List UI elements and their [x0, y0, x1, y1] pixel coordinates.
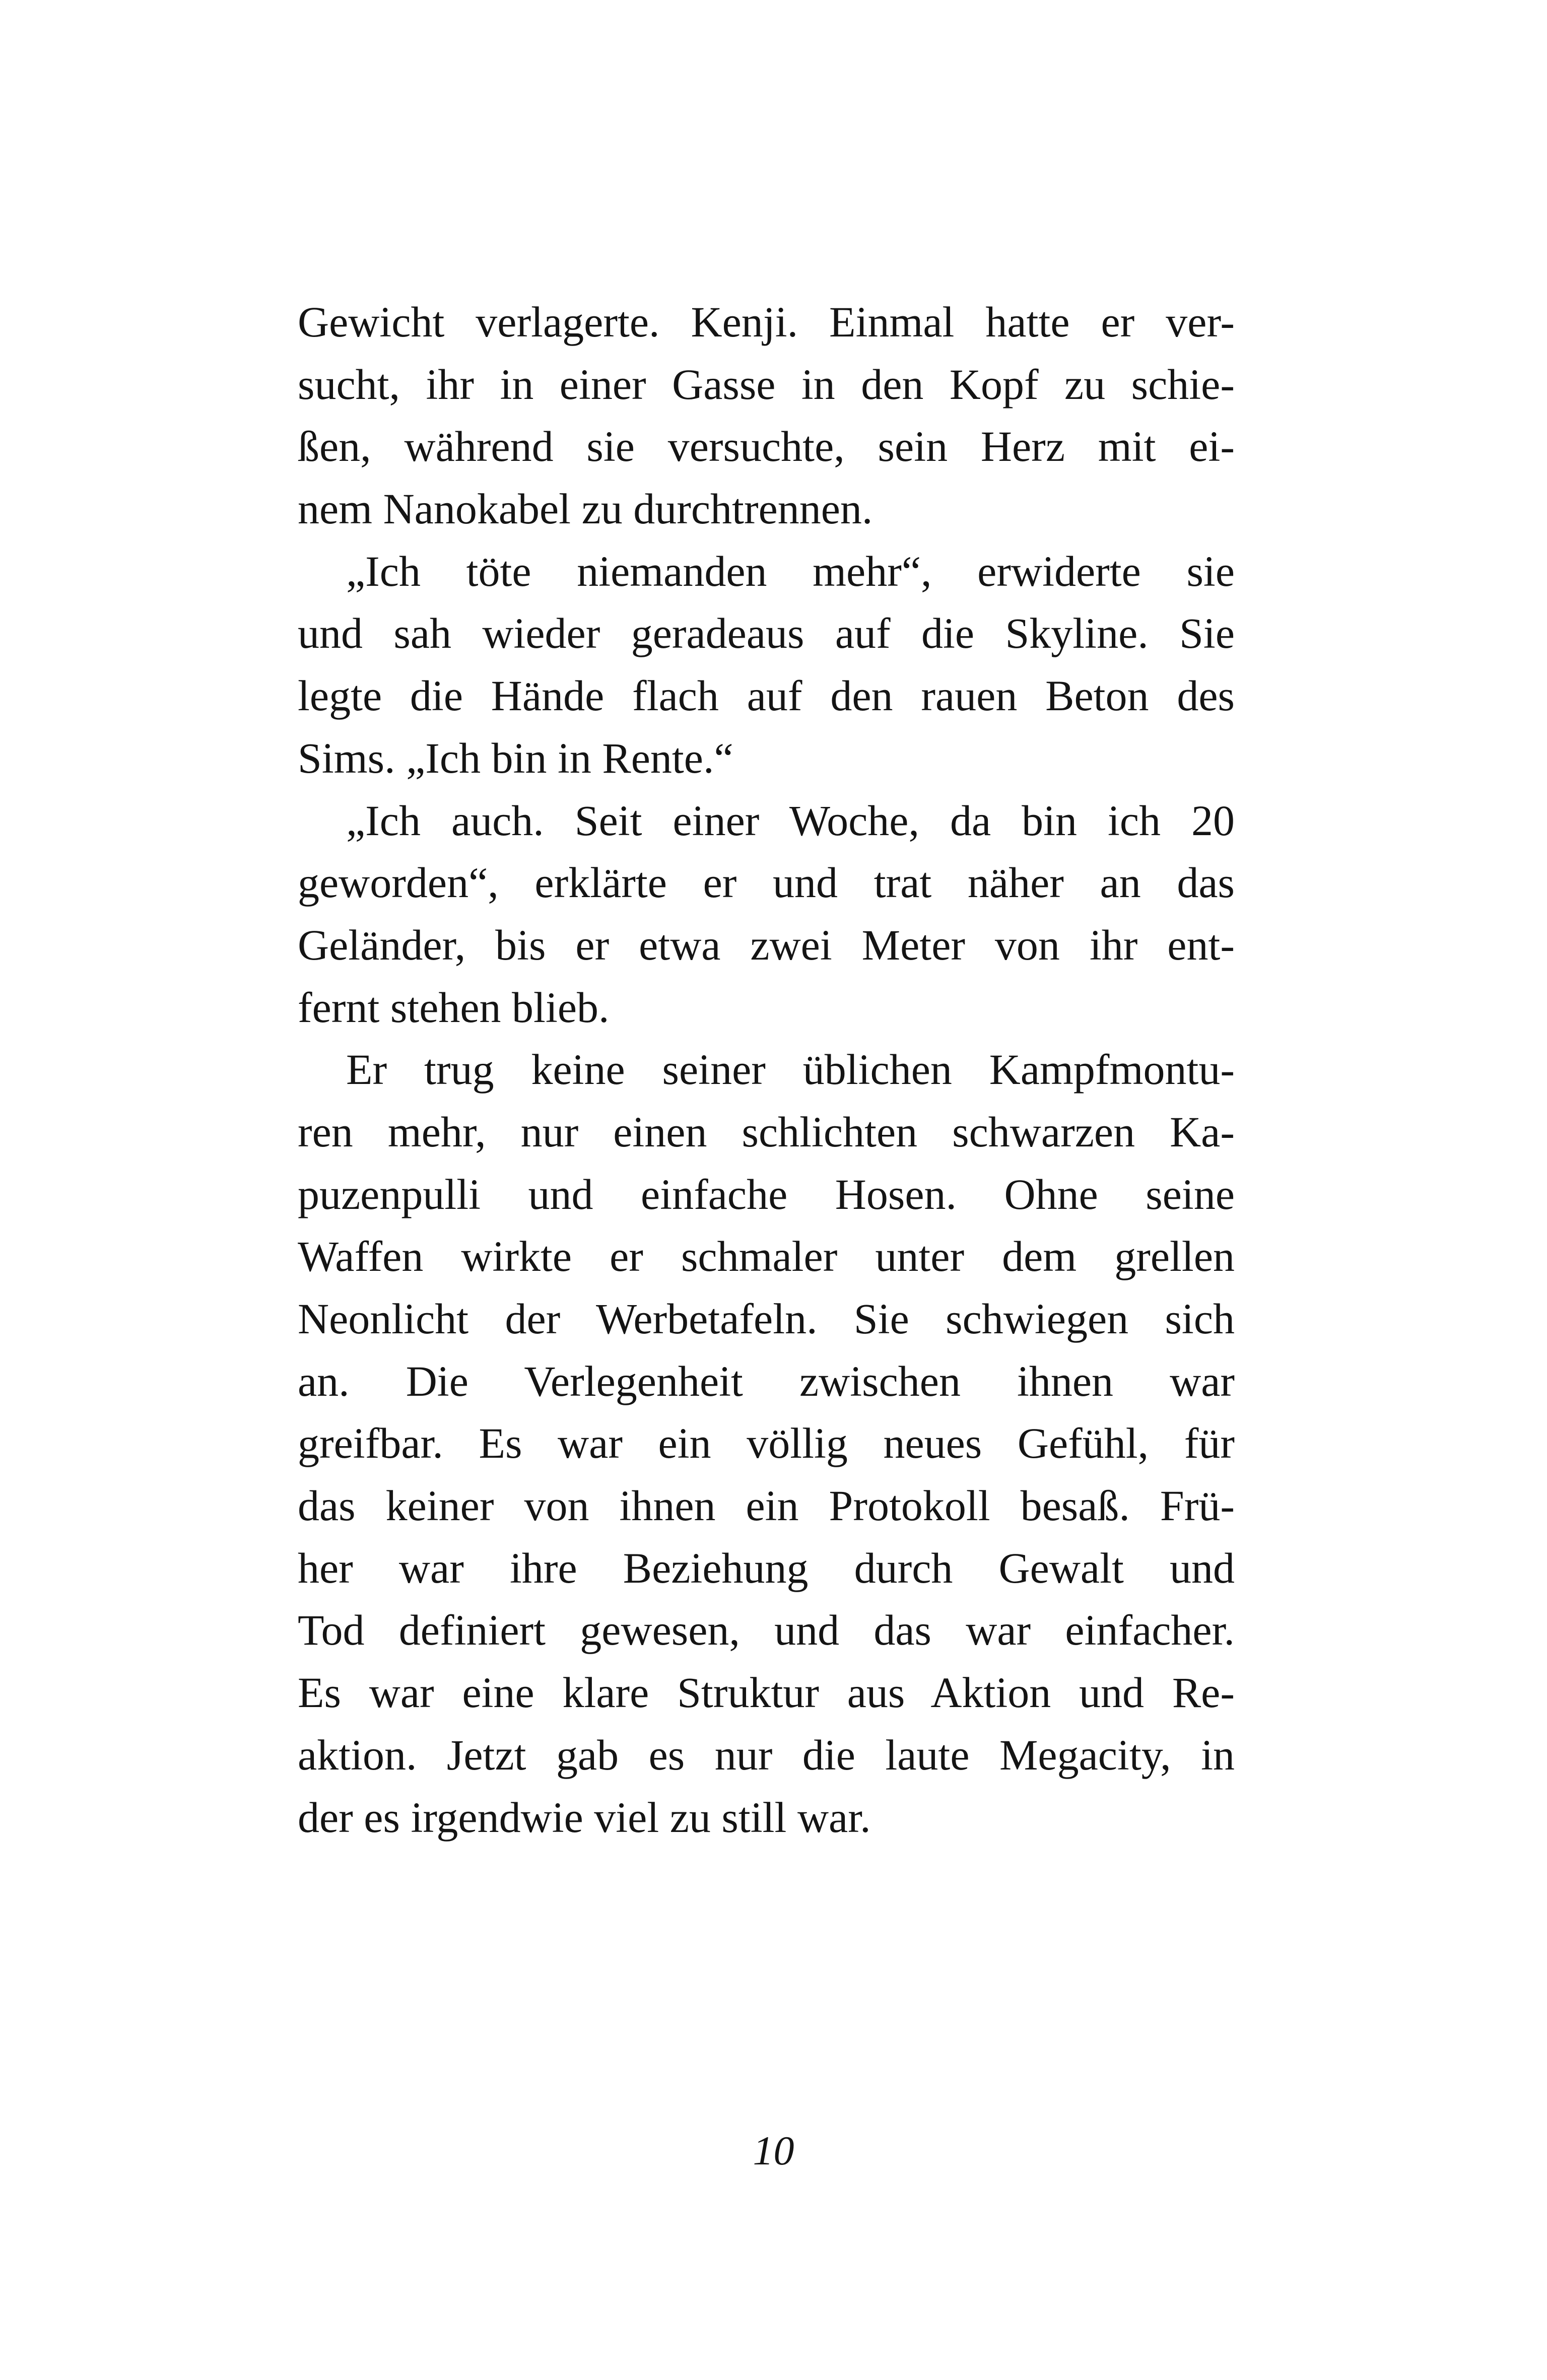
text-line: und sah wieder geradeaus auf die Skyline. Sie [298, 609, 1235, 658]
text-line: ren mehr, nur einen schlichten schwarzen Ka- [298, 1107, 1235, 1156]
text-line: geworden“, erklärte er und trat näher an das [298, 858, 1235, 907]
text-line: her war ihre Beziehung durch Gewalt und [298, 1543, 1235, 1592]
text-line: Sims. „Ich bin in Rente.“ [298, 733, 733, 782]
text-line: Er trug keine seiner üblichen Kampfmontu- [346, 1045, 1235, 1094]
text-line: „Ich auch. Seit einer Woche, da bin ich 20 [346, 796, 1235, 845]
text-line: nem Nanokabel zu durchtrennen. [298, 485, 873, 533]
text-line: das keiner von ihnen ein Protokoll besaß. Frü- [298, 1481, 1235, 1530]
text-line: sucht, ihr in einer Gasse in den Kopf zu schie- [298, 360, 1235, 409]
text-line: legte die Hände flach auf den rauen Beton des [298, 671, 1235, 720]
text-line: der es irgendwie viel zu still war. [298, 1793, 871, 1842]
text-line: ßen, während sie versuchte, sein Herz mit ei- [298, 422, 1235, 471]
text-line: Tod definiert gewesen, und das war einfacher. [298, 1606, 1235, 1655]
text-line: Waffen wirkte er schmaler unter dem grellen [298, 1232, 1235, 1281]
body-text [298, 291, 1235, 1849]
text-line: Gewicht verlagerte. Kenji. Einmal hatte er ver- [298, 298, 1235, 346]
text-line: fernt stehen blieb. [298, 983, 610, 1032]
text-line: Neonlicht der Werbetafeln. Sie schwiegen sich [298, 1295, 1235, 1343]
text-line: Es war eine klare Struktur aus Aktion und Re- [298, 1668, 1235, 1717]
text-line: an. Die Verlegenheit zwischen ihnen war [298, 1356, 1235, 1405]
text-line: „Ich töte niemanden mehr“, erwiderte sie [346, 547, 1235, 595]
text-line: puzenpulli und einfache Hosen. Ohne seine [298, 1170, 1235, 1218]
page-number: 10 [753, 2128, 794, 2173]
text-line: Geländer, bis er etwa zwei Meter von ihr ent- [298, 920, 1235, 969]
text-line: aktion. Jetzt gab es nur die laute Megacity, in [298, 1730, 1235, 1779]
text-line: greifbar. Es war ein völlig neues Gefühl, für [298, 1419, 1235, 1468]
